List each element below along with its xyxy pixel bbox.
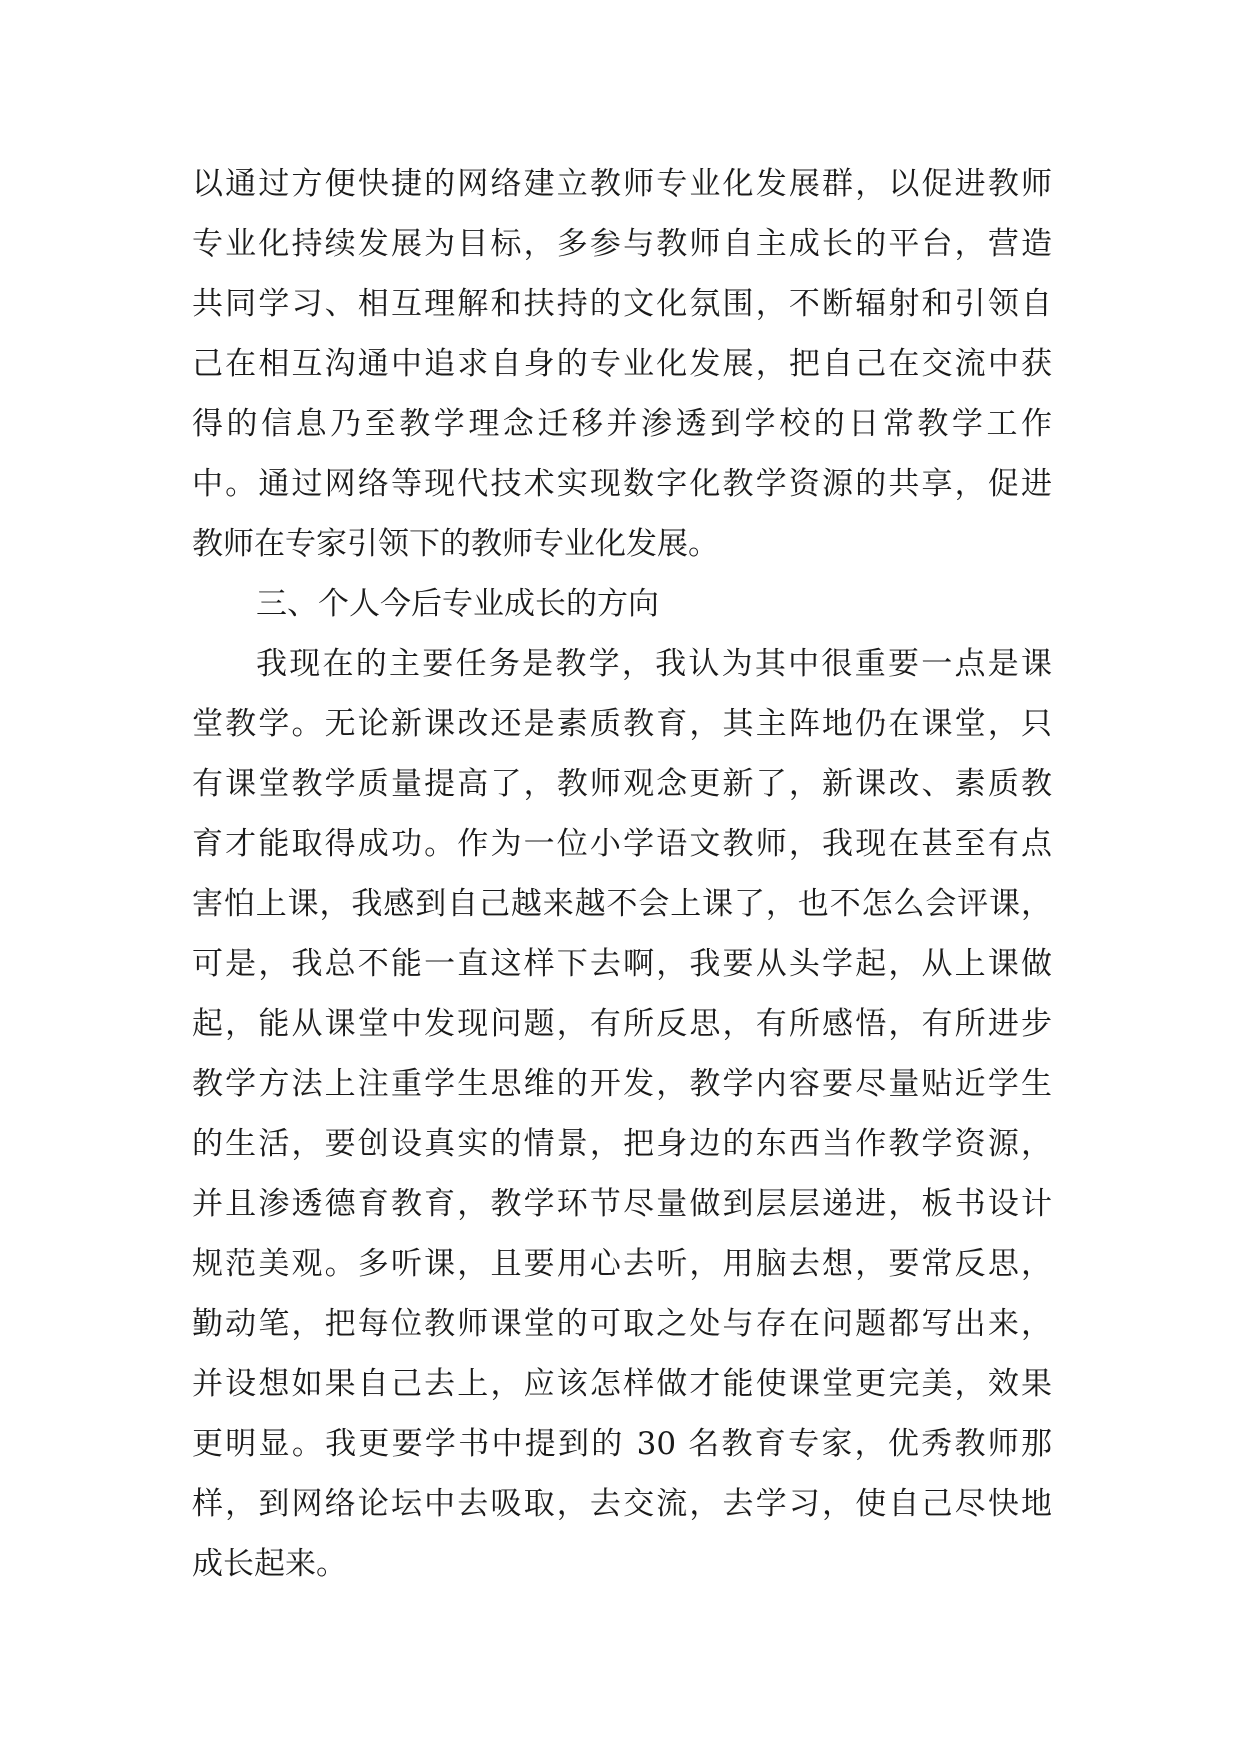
text-line: 更明显。我更要学书中提到的 30 名教育专家，优秀教师那 bbox=[192, 1426, 1052, 1462]
text-line: 规范美观。多听课，且要用心去听，用脑去想，要常反思， bbox=[192, 1246, 1052, 1282]
text-line: 有课堂教学质量提高了，教师观念更新了，新课改、素质教 bbox=[192, 766, 1052, 802]
text-line: 己在相互沟通中追求自身的专业化发展，把自己在交流中获 bbox=[192, 346, 1052, 382]
text-line: 育才能取得成功。作为一位小学语文教师，我现在甚至有点 bbox=[192, 826, 1052, 862]
paragraph-1 bbox=[192, 154, 1052, 574]
text-line: 教学方法上注重学生思维的开发，教学内容要尽量贴近学生 bbox=[192, 1066, 1052, 1102]
text-line: 可是，我总不能一直这样下去啊，我要从头学起，从上课做 bbox=[192, 946, 1052, 982]
text-line: 专业化持续发展为目标，多参与教师自主成长的平台，营造 bbox=[192, 226, 1052, 262]
text-line: 勤动笔，把每位教师课堂的可取之处与存在问题都写出来， bbox=[192, 1306, 1052, 1342]
text-line: 以通过方便快捷的网络建立教师专业化发展群，以促进教师 bbox=[192, 166, 1052, 202]
document-body bbox=[192, 154, 1052, 1594]
text-line: 并设想如果自己去上，应该怎样做才能使课堂更完美，效果 bbox=[192, 1366, 1052, 1402]
text-line: 得的信息乃至教学理念迁移并渗透到学校的日常教学工作 bbox=[192, 406, 1052, 442]
text-line: 堂教学。无论新课改还是素质教育，其主阵地仍在课堂，只 bbox=[192, 706, 1052, 742]
text-line: 害怕上课，我感到自己越来越不会上课了，也不怎么会评课， bbox=[192, 886, 1052, 922]
text-line: 教师在专家引领下的教师专业化发展。 bbox=[192, 526, 719, 562]
paragraph-2 bbox=[192, 634, 1052, 1594]
text-line: 起，能从课堂中发现问题，有所反思，有所感悟，有所进步 bbox=[192, 1006, 1052, 1042]
text-line: 共同学习、相互理解和扶持的文化氛围，不断辐射和引领自 bbox=[192, 286, 1052, 322]
text-line: 样，到网络论坛中去吸取，去交流，去学习，使自己尽快地 bbox=[192, 1486, 1052, 1522]
section-heading: 三、个人今后专业成长的方向 bbox=[256, 586, 659, 622]
text-line: 并且渗透德育教育，教学环节尽量做到层层递进，板书设计 bbox=[192, 1186, 1052, 1222]
text-line: 成长起来。 bbox=[192, 1546, 347, 1582]
text-line: 我现在的主要任务是教学，我认为其中很重要一点是课 bbox=[256, 646, 1052, 682]
text-line: 中。通过网络等现代技术实现数字化教学资源的共享，促进 bbox=[192, 466, 1052, 502]
text-line: 的生活，要创设真实的情景，把身边的东西当作教学资源， bbox=[192, 1126, 1052, 1162]
